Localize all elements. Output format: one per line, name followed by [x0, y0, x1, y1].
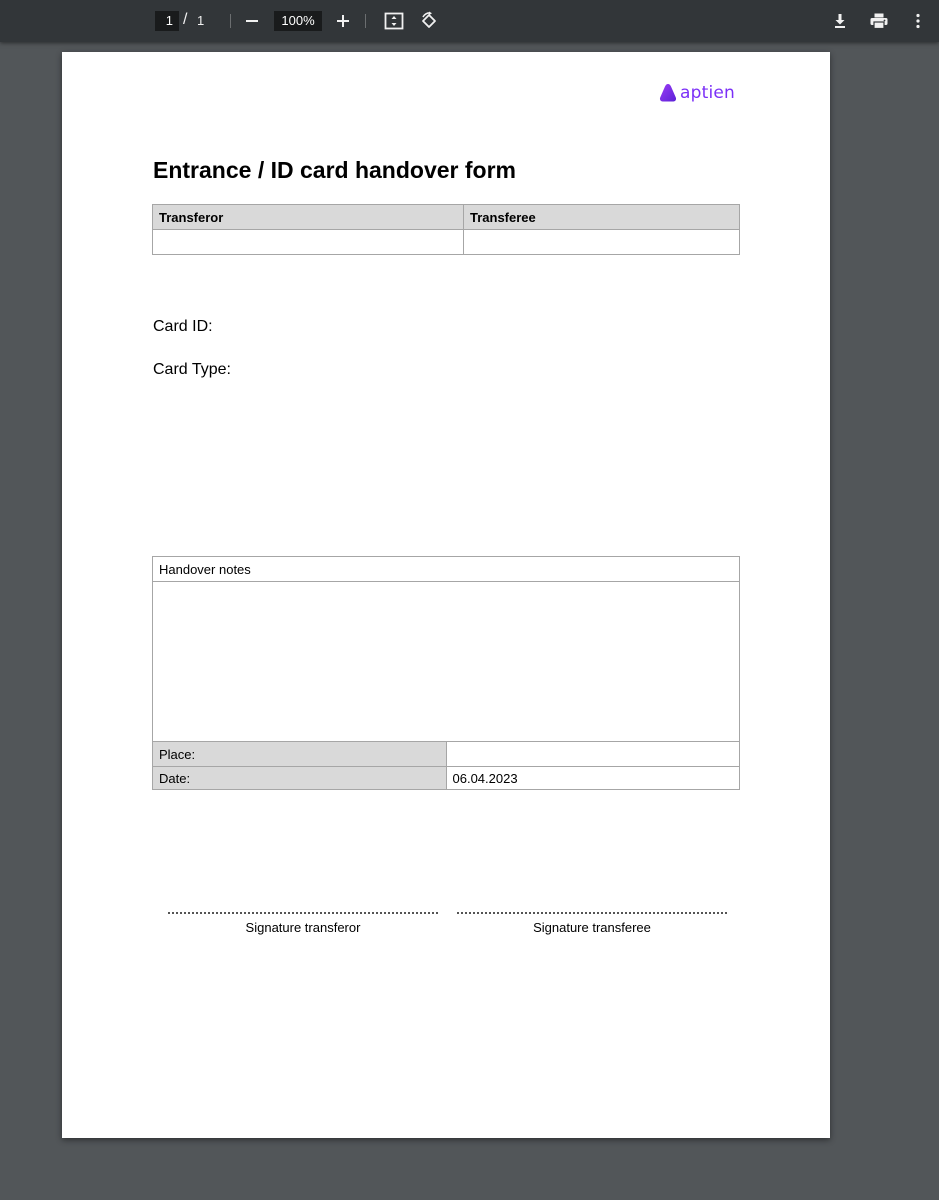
table-row [153, 557, 740, 582]
rotate-button[interactable] [416, 8, 442, 34]
transferor-header: Transferor [153, 205, 464, 230]
date-label: Date: [153, 767, 447, 790]
card-type-label: Card Type: [153, 361, 231, 378]
date-field[interactable]: 06.04.2023 [446, 767, 740, 790]
logo-text: aptien [680, 83, 736, 103]
signature-transferor [168, 904, 438, 935]
signature-transferor-label: Signature transferor [245, 920, 361, 935]
pdf-toolbar [0, 0, 939, 42]
place-label: Place: [153, 742, 447, 767]
more-actions-button[interactable] [905, 8, 931, 34]
transferor-field[interactable] [153, 230, 464, 255]
aptien-logo-icon [659, 83, 677, 103]
handover-notes-body[interactable] [153, 582, 740, 742]
page-separator: / [183, 11, 188, 28]
total-pages: 1 [197, 13, 205, 28]
handover-notes-header: Handover notes [153, 557, 740, 582]
signature-transferee-label: Signature transferee [533, 920, 651, 935]
card-id-label: Card ID: [153, 318, 213, 335]
table-row [153, 767, 740, 790]
table-row [153, 582, 740, 742]
signature-line [457, 904, 727, 914]
fit-page-icon [384, 12, 404, 30]
zoom-level-input[interactable]: 100% [274, 11, 322, 31]
zoom-in-button[interactable] [330, 8, 356, 34]
transferee-field[interactable] [464, 230, 740, 255]
minus-icon [245, 14, 259, 28]
table-row [153, 742, 740, 767]
more-vertical-icon [915, 13, 921, 29]
handover-notes-table [152, 556, 740, 790]
parties-table [152, 204, 740, 255]
fit-page-button[interactable] [381, 8, 407, 34]
download-button[interactable] [827, 8, 853, 34]
table-header-row [153, 205, 740, 230]
transferee-header: Transferee [464, 205, 740, 230]
print-button[interactable] [866, 8, 892, 34]
document-page [62, 52, 830, 1138]
signature-line [168, 904, 438, 914]
page-number-input[interactable]: 1 [155, 11, 179, 31]
zoom-out-button[interactable] [239, 8, 265, 34]
rotate-icon [419, 11, 439, 31]
toolbar-divider [365, 14, 366, 28]
plus-icon [336, 14, 350, 28]
table-row [153, 230, 740, 255]
document-title: Entrance / ID card handover form [153, 157, 516, 183]
brand-logo [659, 80, 735, 106]
place-field[interactable] [446, 742, 740, 767]
signature-transferee [457, 904, 727, 935]
download-icon [832, 13, 848, 29]
print-icon [870, 13, 888, 29]
toolbar-divider [230, 14, 231, 28]
